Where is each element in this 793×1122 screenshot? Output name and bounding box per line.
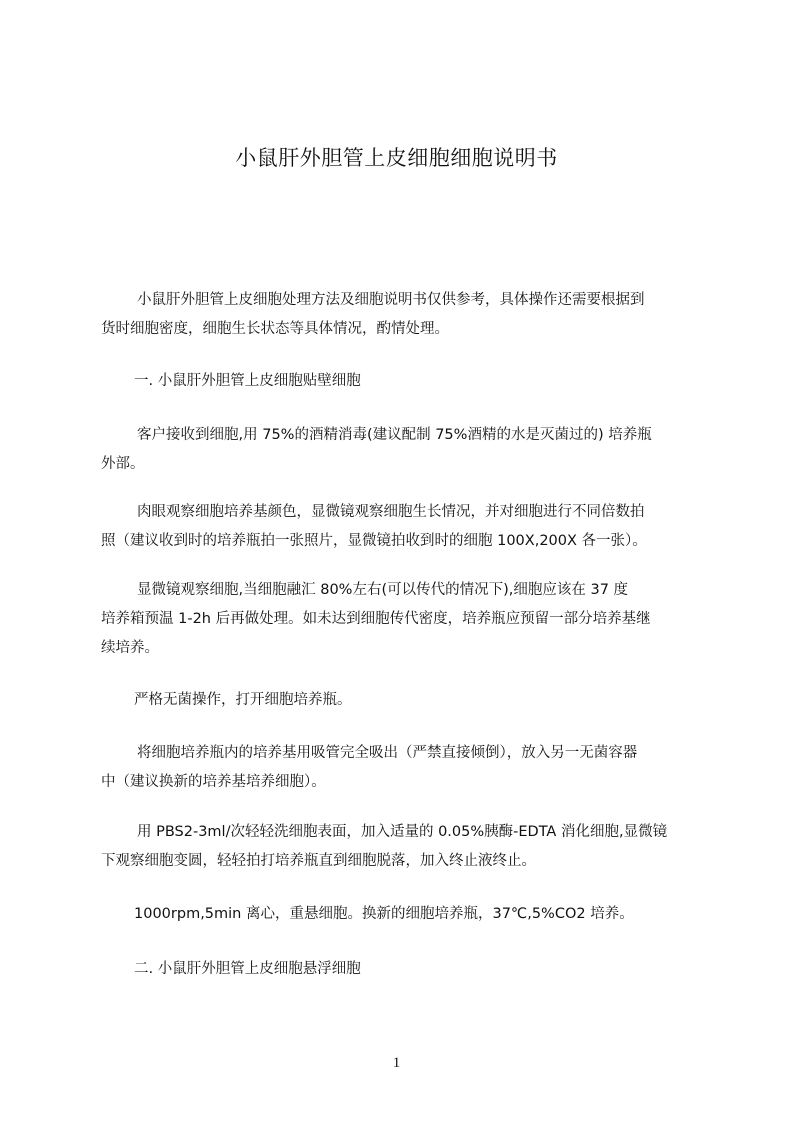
paragraph-3-line-3: 续培养。	[101, 640, 159, 656]
paragraph-2	[101, 498, 703, 556]
paragraph-2-line-2: 照（建议收到时的培养瓶拍一张照片，显微镜拍收到时的细胞 100X,200X 各一张）。	[101, 533, 647, 549]
paragraph-5	[101, 739, 703, 797]
paragraph-1	[101, 421, 703, 479]
paragraph-1-line-2: 外部。	[101, 456, 145, 472]
paragraph-5-line-1: 将细胞培养瓶内的培养基用吸管完全吸出（严禁直接倾倒），放入另一无菌容器	[137, 745, 638, 761]
paragraph-6-line-2: 下观察细胞变圆，轻轻拍打培养瓶直到细胞脱落，加入终止液终止。	[101, 853, 536, 869]
section-1-heading-block	[101, 367, 703, 396]
section-2-heading: 二. 小鼠肝外胆管上皮细胞悬浮细胞	[134, 961, 361, 977]
intro-line-1: 小鼠肝外胆管上皮细胞处理方法及细胞说明书仅供参考，具体操作还需要根据到	[137, 292, 645, 308]
intro-line-2: 货时细胞密度，细胞生长状态等具体情况，酌情处理。	[101, 321, 449, 337]
paragraph-4-line-1: 严格无菌操作，打开细胞培养瓶。	[134, 692, 352, 708]
intro-paragraph	[101, 286, 703, 344]
paragraph-3-line-2: 培养箱预温 1-2h 后再做处理。如未达到细胞传代密度，培养瓶应预留一部分培养基继	[101, 611, 651, 627]
paragraph-7-line-1: 1000rpm,5min 离心，重悬细胞。换新的细胞培养瓶，37℃,5%CO2 培养。	[134, 906, 634, 922]
document-title: 小鼠肝外胆管上皮细胞细胞说明书	[235, 146, 558, 170]
paragraph-7	[101, 900, 703, 929]
page-number: 1	[392, 1055, 401, 1071]
paragraph-2-line-1: 肉眼观察细胞培养基颜色，显微镜观察细胞生长情况，并对细胞进行不同倍数拍	[137, 504, 645, 520]
paragraph-3	[101, 576, 703, 663]
paragraph-4	[101, 686, 703, 715]
section-2-heading-block	[101, 955, 703, 984]
paragraph-6	[101, 818, 703, 876]
paragraph-1-line-1: 客户接收到细胞,用 75%的酒精消毒(建议配制 75%酒精的水是灭菌过的) 培养瓶	[137, 427, 652, 443]
paragraph-6-line-1: 用 PBS2-3ml/次轻轻洗细胞表面，加入适量的 0.05%胰酶-EDTA 消化细胞,显微镜	[137, 824, 668, 840]
paragraph-3-line-1: 显微镜观察细胞,当细胞融汇 80%左右(可以传代的情况下),细胞应该在 37 度	[137, 582, 629, 598]
paragraph-5-line-2: 中（建议换新的培养基培养细胞）。	[101, 774, 326, 790]
section-1-heading: 一. 小鼠肝外胆管上皮细胞贴壁细胞	[134, 373, 361, 389]
